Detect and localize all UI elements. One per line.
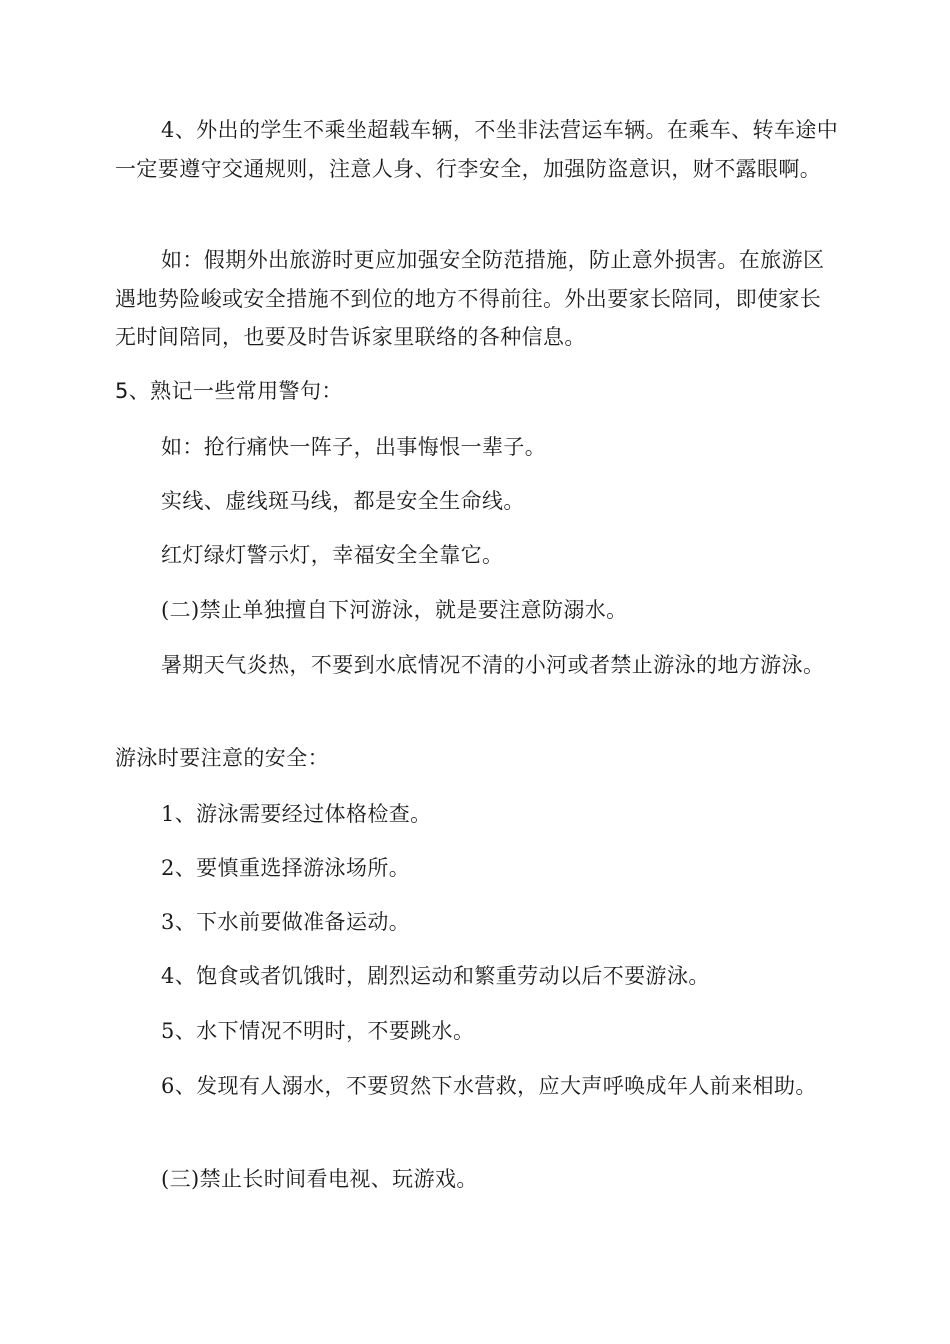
section-heading-swimming: (二)禁止单独擅自下河游泳，就是要注意防溺水。 — [161, 598, 628, 622]
warning-phrase-2: 实线、虚线斑马线，都是安全生命线。 — [161, 489, 525, 513]
warning-phrase-3: 红灯绿灯警示灯，幸福安全全靠它。 — [161, 543, 504, 567]
subheading-swimming-safety: 游泳时要注意的安全： — [115, 746, 329, 770]
section-heading-tv-games: (三)禁止长时间看电视、玩游戏。 — [161, 1167, 478, 1191]
paragraph-travel-safety: 4、外出的学生不乘坐超载车辆，不坐非法营运车辆。在乘车、转车途中一定要遵守交通规则，注意人身、行李安全，加强防盗意识，财不露眼啊。 — [115, 118, 839, 181]
swimming-rule-2: 2、要慎重选择游泳场所。 — [161, 856, 411, 880]
section-heading-warning-phrases: 5、熟记一些常用警句： — [115, 379, 343, 403]
swimming-rule-6: 6、发现有人溺水，不要贸然下水营救，应大声呼唤成年人前来相助。 — [161, 1074, 817, 1098]
paragraph-tourism-safety: 如：假期外出旅游时更应加强安全防范措施，防止意外损害。在旅游区遇地势险峻或安全措施不到位的地方不得前往。外出要家长陪同，即使家长无时间陪同，也要及时告诉家里联络的各种信息。 — [115, 248, 825, 349]
swimming-rule-4: 4、饱食或者饥饿时，剧烈运动和繁重劳动以后不要游泳。 — [161, 964, 710, 988]
swimming-rule-5: 5、水下情况不明时，不要跳水。 — [161, 1019, 475, 1043]
warning-phrase-1: 如：抢行痛快一阵子，出事悔恨一辈子。 — [161, 435, 547, 459]
paragraph-summer-swimming: 暑期天气炎热，不要到水底情况不清的小河或者禁止游泳的地方游泳。 — [161, 653, 825, 677]
swimming-rule-3: 3、下水前要做准备运动。 — [161, 910, 411, 934]
swimming-rule-1: 1、游泳需要经过体格检查。 — [161, 802, 432, 826]
